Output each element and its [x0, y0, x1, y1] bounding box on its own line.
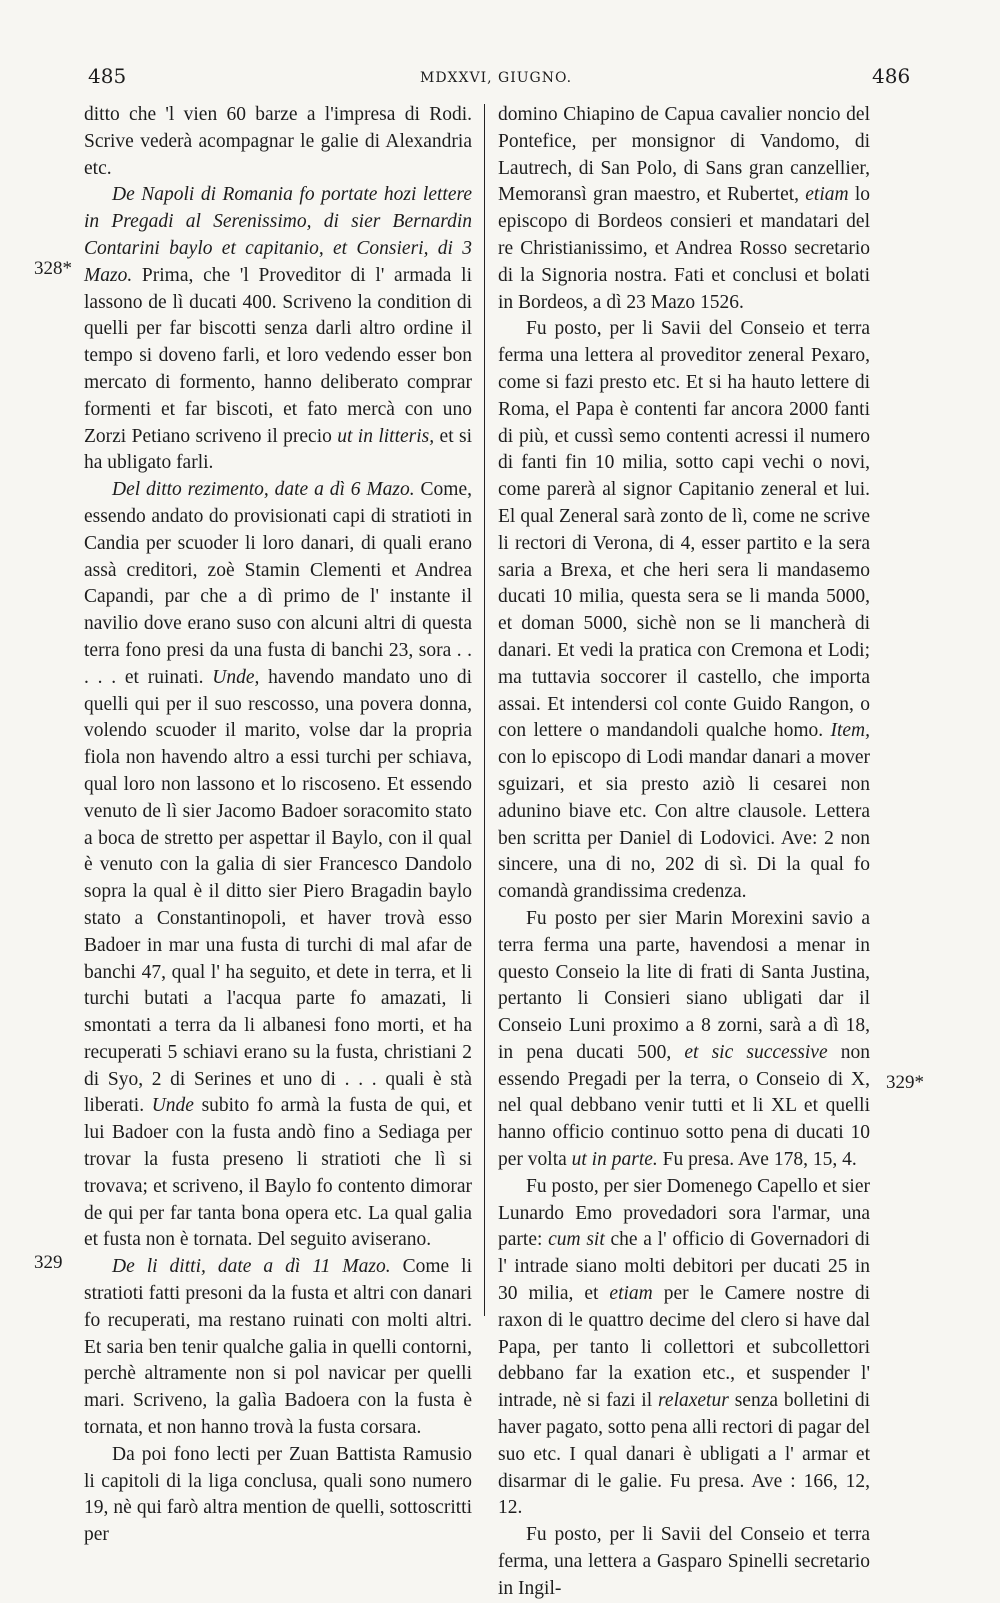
margin-note-329-left: 329	[34, 1252, 63, 1273]
paragraph: Fu posto, per sier Domenego Capello et sier Lunardo Emo provedadori sora l'armar, una parte: cum sit che a l' officio di Governadori di l' intrade siano molti debitori per ducati 25 in 30 milia, et etiam per le Camere nostre di raxon di le quattro decime del clero si have dal Papa, per tanto li collettori et subcollettori debbano far la exation etc., et suspender l' intrade, nè si fazi il relaxetur senza bolletini di haver pagato, sotto pena alli rectori di pagar del suo etc. I qual danari è ubligati a l' armar et disarmar di le galie. Fu presa. Ave : 166, 12, 12.	[498, 1175, 871, 1519]
paragraph: De Napoli di Romania fo portate hozi lettere in Pregadi al Serenissimo, di sier Bernardin Contarini baylo et capitanio, et Consieri, di 3 Mazo. Prima, che 'l Proveditor di l' armada li lassono de lì ducati 400. Scriveno la condition di quelli per far biscotti senza darli altro ordine il tempo si doveno farli, et loro vedendo esser bon mercato di formento, hanno deliberato comprar formenti et far biscoti, et fato mercà con uno Zorzi Petiano scriveno il precio ut in litteris, et si ha ubligato farli.	[84, 184, 472, 474]
running-head: MDXXVI, GIUGNO.	[420, 70, 573, 86]
paragraph: domino Chiapino de Capua cavalier noncio del Pontefice, per monsignor di Vandomo, di Lautrech, di San Polo, di Sans gran canzellier, Memoransì gran maestro, et Rubertet, etiam lo episcopo di Bordeos consieri et mandatari del re Christianissimo, et Andrea Rosso secretario di la Signoria nostra. Fati et conclusi et bolati in Bordeos, a dì 23 Mazo 1526.	[498, 104, 870, 313]
page-number-left: 485	[88, 64, 127, 88]
paragraph: Fu posto, per li Savii del Conseio et terra ferma una lettera al proveditor zeneral Pexaro, come si fazi presto etc. Et si ha hauto lettere di Roma, el Papa è contenti far ancora 2000 fanti di più, et cussì semo contenti acressi il numero di fanti fin 10 milia, sotto capi vechi o novi, come parerà al signor Capitanio zeneral et lui. El qual Zeneral sarà zonto de lì, come ne scrive li rectori di Verona, di 4, esser partito e la sera saria a Brexa, et che heri sera li mandasemo ducati 10 milia, questa sera se li manda 5000, et doman 5000, sichè non se li mancherà di danari. Et vedi la pratica con Cremona et Lodi; ma tuttavia soccorer il castello, che importa assai. Et intendersi col conte Guido Rangon, o con lettere o mandandoli qualche homo. Item, con lo episcopo di Lodi mandar danari a mover sguizari, et sia presto aziò li cesarei non adunino biave etc. Con altre clausole. Lettera ben scritta per Daniel di Lodovici. Ave: 2 non sincere, una di no, 202 di sì. Di la qual fo comandà grandissima credenza.	[498, 318, 870, 903]
paragraph: Fu posto, per li Savii del Conseio et terra ferma, una lettera a Gasparo Spinelli secretario in Ingil-	[498, 1524, 870, 1599]
page-number-right: 486	[872, 64, 911, 88]
paragraph: De li ditti, date a dì 11 Mazo. Come li stratioti fatti presoni da la fusta et altri con danari fo recuperati, ma restano ruinati con molti altri. Et saria ben tenir qualche galia in quelli contorni, perchè altramente non si pol navicar per quelli mari. Scriveno, la galìa Badoera con la fusta è tornata, et non hanno trovà la fusta corsara.	[84, 1256, 472, 1439]
column-divider	[484, 104, 485, 1316]
right-column	[498, 102, 870, 1603]
margin-note-328: 328*	[34, 258, 72, 279]
paragraph: ditto che 'l vien 60 barze a l'impresa di Rodi. Scrive vederà acompagnar le galie di Alexandria etc.	[84, 104, 472, 179]
paragraph: Del ditto rezimento, date a dì 6 Mazo. Come, essendo andato do provisionati capi di stratioti in Candia per scuoder li loro danari, di quali erano assà creditori, zoè Stamin Clementi et Andrea Capandi, par che a dì primo de l' instante il navilio dove erano suso con alcuni altri di questa terra fono presi da una fusta di banchi 23, sora . . . . . et ruinati. Unde, havendo mandato uno di quelli qui per il suo rescosso, una povera donna, volendo scuoder il marito, volse dar la propria fiola non havendo altro a essi turchi per schiava, qual loro non lassono et lo riscoseno. Et essendo venuto de lì sier Jacomo Badoer soracomito stato a boca de stretto per aspettar il Baylo, con il qual è venuto con la galia di sier Francesco Dandolo sopra la qual è il ditto sier Piero Bragadin baylo stato a Constantinopoli, et haver trovà esso Badoer in mar una fusta di turchi di mal afar de banchi 47, qual l' ha seguito, et dete in terra, et li turchi butati a l'acqua parte fo amazati, li smontati a terra da li albanesi fono morti, et ha recuperati 5 schiavi erano su la fusta, christiani 2 di Syo, 2 di Serines et uno di . . . quali è stà liberati. Unde subito fo armà la fusta de qui, et lui Badoer con la fusta andò fino a Sediaga per trovar la fusta preseno li stratioti che lì si trovava; et scriveno, il Baylo fo contento dimorar de qui per far tanta bona opera etc. La qual galia et fusta non è tornata. Del seguito aviserano.	[84, 479, 472, 1251]
paragraph: Fu posto per sier Marin Morexini savio a terra ferma una parte, havendosi a menar in questo Conseio la lite di frati di Santa Justina, pertanto li Consieri siano ubligati dar il Conseio Luni proximo a 8 zorni, sarà a dì 18, in pena ducati 500, et sic successive non essendo Pregadi per la terra, o Conseio di X, nel qual debbano venir tutti et li XL et quelli hanno officio continuo sotto pena di ducati 10 per volta ut in parte. Fu presa. Ave 178, 15, 4.	[498, 907, 871, 1171]
paragraph: Da poi fono lecti per Zuan Battista Ramusio li capitoli di la liga conclusa, quali sono numero 19, nè qui farò altra mention de quelli, sottoscritti per	[84, 1443, 472, 1546]
margin-note-329-right: 329*	[886, 1072, 924, 1093]
left-column	[84, 102, 472, 1549]
